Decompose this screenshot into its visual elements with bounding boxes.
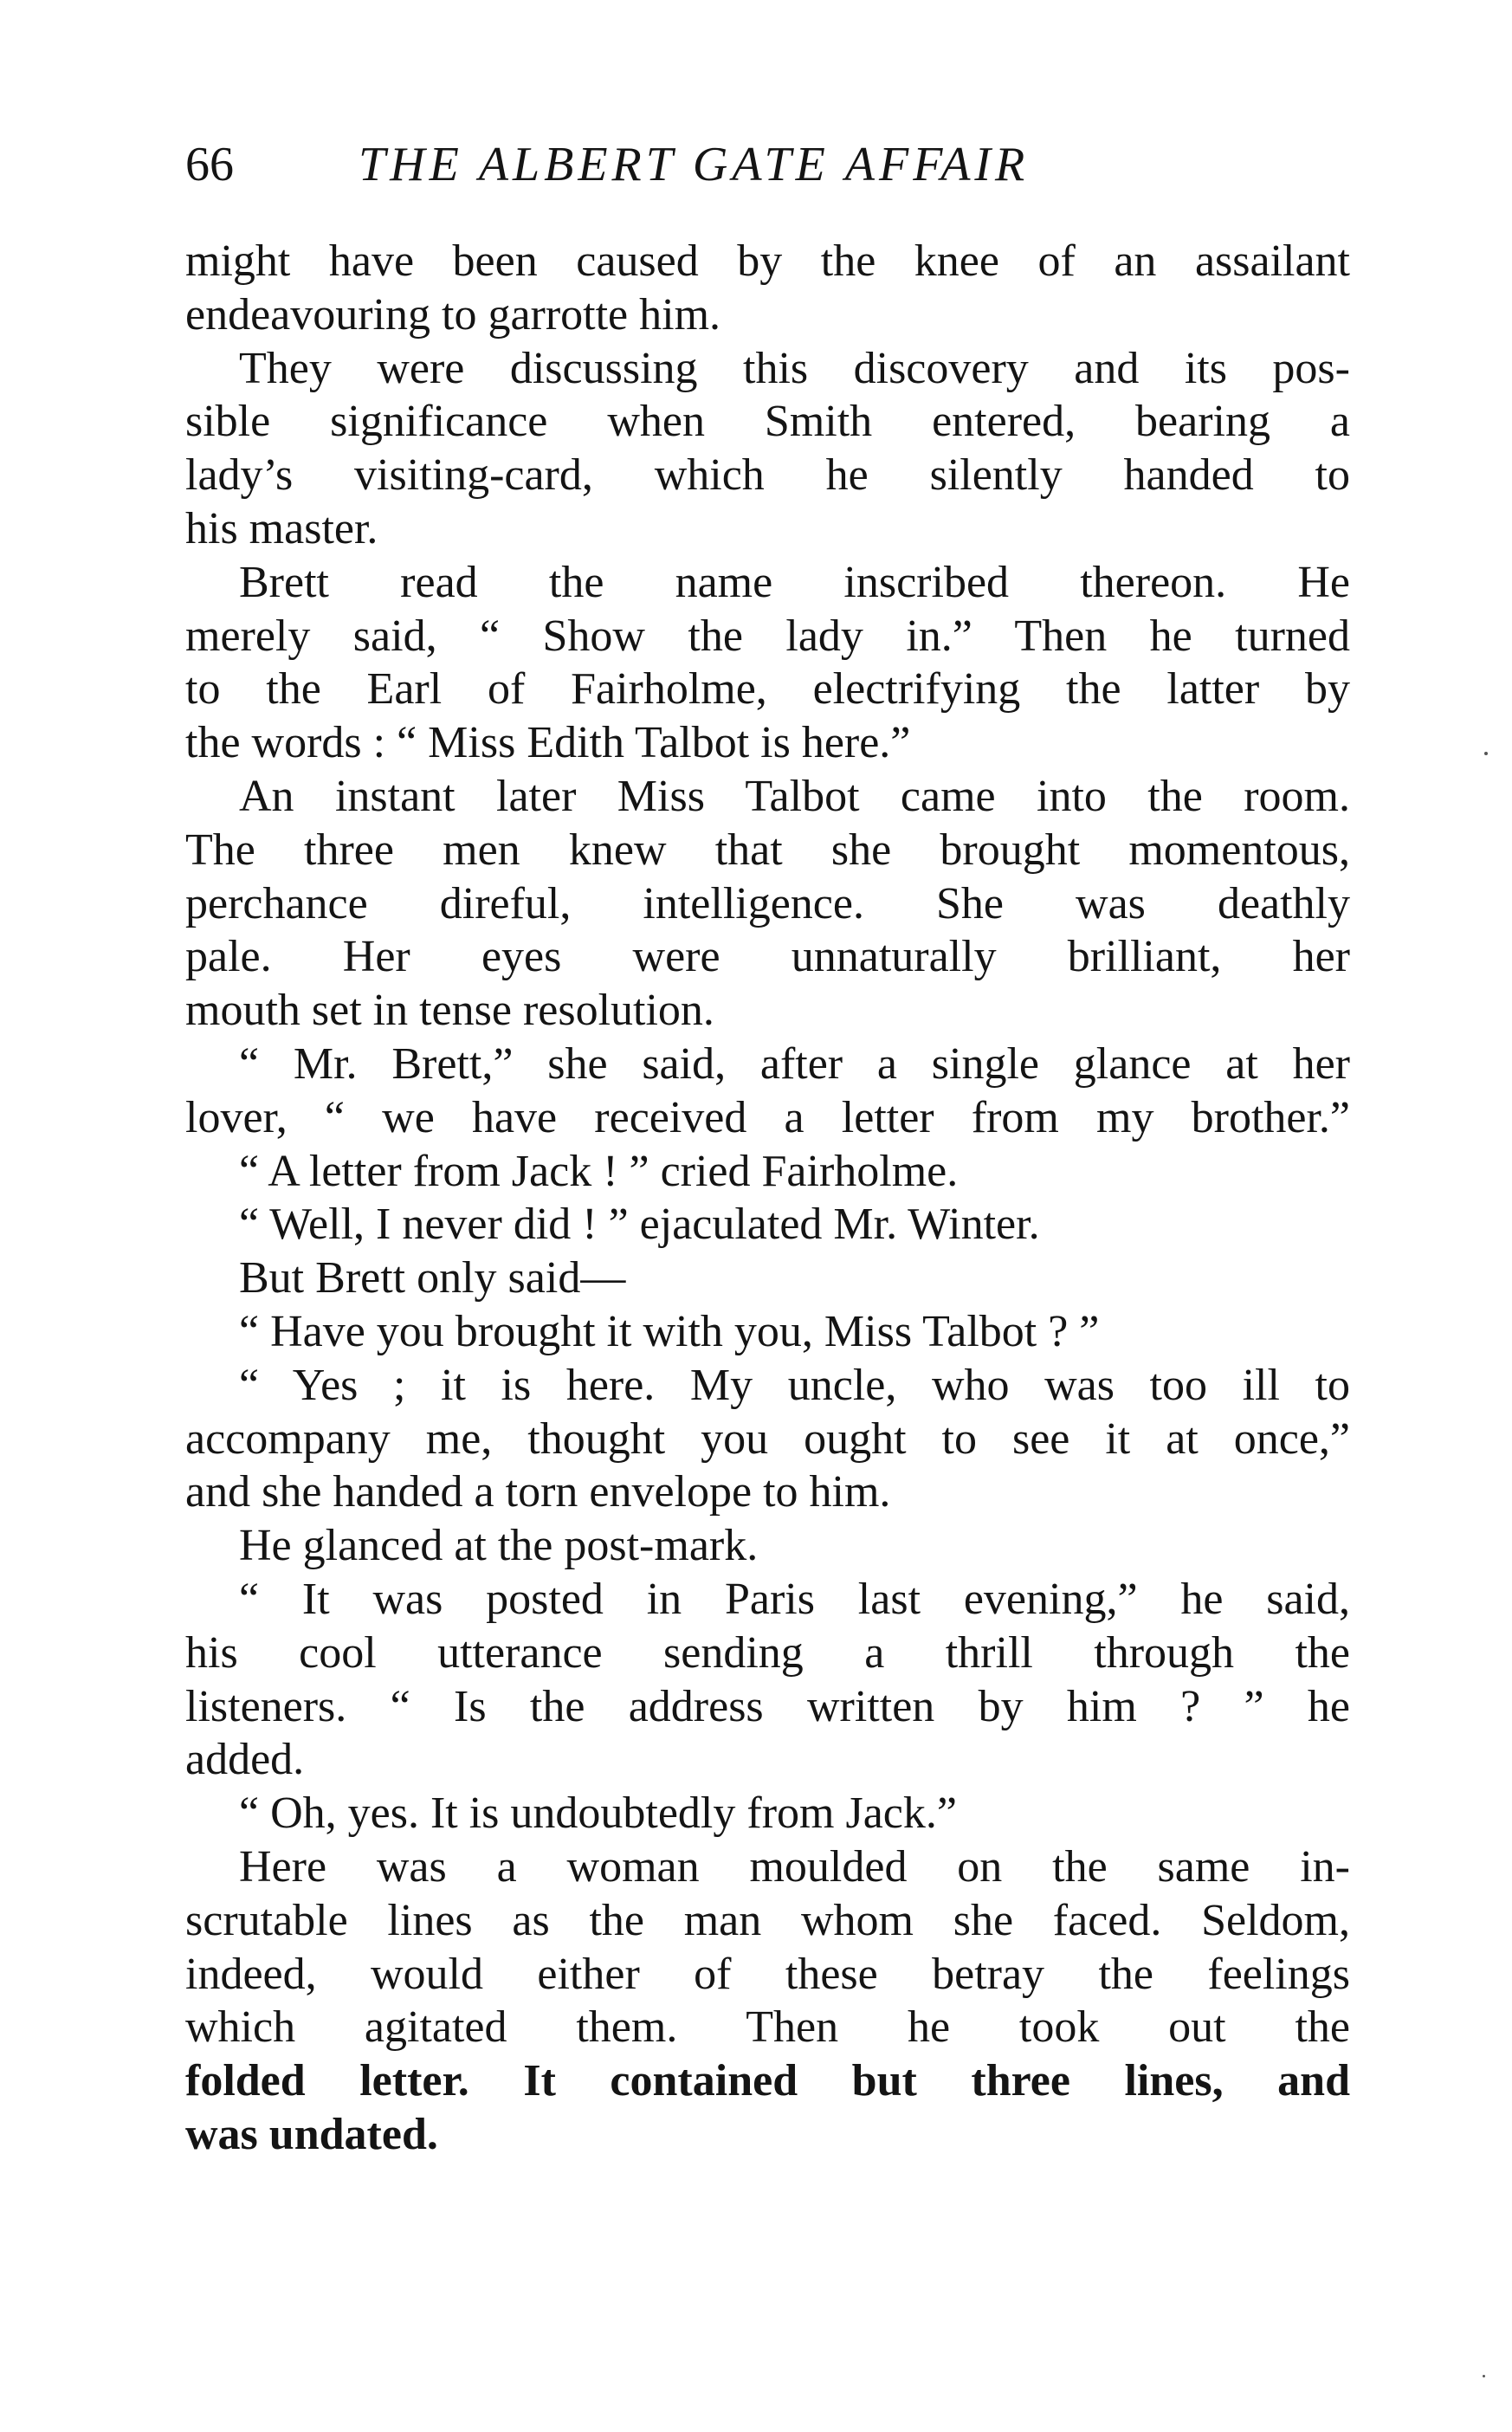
- text-line: and she handed a torn envelope to him.: [185, 1467, 891, 1517]
- text-line: The three men knew that she brought momentous,: [185, 825, 1350, 875]
- text-line: Brett read the name inscribed thereon. He: [239, 557, 1350, 607]
- text-line: “ Mr. Brett,” she said, after a single glance at her: [239, 1038, 1350, 1089]
- text-line: folded letter. It contained but three lines, and: [185, 2056, 1350, 2106]
- text-line: lover, “ we have received a letter from my brother.”: [185, 1092, 1350, 1142]
- running-head: [185, 130, 1346, 199]
- text-line: listeners. “ Is the address written by him ? ” he: [185, 1681, 1350, 1731]
- text-line: was undated.: [185, 2109, 438, 2159]
- text-line: his master.: [185, 503, 378, 553]
- text-line: mouth set in tense resolution.: [185, 986, 714, 1036]
- scan-speck: [1483, 2375, 1485, 2377]
- body-text: [185, 235, 1350, 2162]
- text-line: An instant later Miss Talbot came into the room.: [239, 771, 1350, 821]
- text-line: scrutable lines as the man whom she faced. Seldom,: [185, 1895, 1350, 1945]
- text-line: “ Well, I never did ! ” ejaculated Mr. Winter.: [239, 1200, 1040, 1250]
- text-line: endeavouring to garrotte him.: [185, 289, 721, 340]
- scan-speck: [1484, 752, 1488, 755]
- text-line: “ Yes ; it is here. My uncle, who was too ill to: [239, 1360, 1350, 1410]
- text-line: sible significance when Smith entered, bearing a: [185, 397, 1350, 447]
- text-line: added.: [185, 1735, 305, 1785]
- text-line: might have been caused by the knee of an assailant: [185, 236, 1350, 286]
- text-line: the words : “ Miss Edith Talbot is here.”: [185, 718, 911, 768]
- text-line: accompany me, thought you ought to see it at once,”: [185, 1413, 1350, 1464]
- text-line: perchance direful, intelligence. She was deathly: [185, 878, 1350, 928]
- text-line: “ Have you brought it with you, Miss Talbot ? ”: [239, 1306, 1100, 1356]
- text-line: “ A letter from Jack ! ” cried Fairholme.: [239, 1146, 959, 1196]
- text-line: lady’s visiting-card, which he silently handed to: [185, 450, 1350, 501]
- book-title: THE ALBERT GATE AFFAIR: [359, 138, 1030, 191]
- text-line: “ It was posted in Paris last evening,” he said,: [239, 1574, 1350, 1624]
- text-line: merely said, “ Show the lady in.” Then he turned: [185, 611, 1350, 661]
- text-line: They were discussing this discovery and its pos-: [239, 343, 1350, 393]
- text-line: which agitated them. Then he took out the: [185, 2002, 1350, 2053]
- text-line: pale. Her eyes were unnaturally brilliant, her: [185, 932, 1350, 982]
- text-line: Here was a woman moulded on the same in-: [239, 1841, 1350, 1892]
- text-line: He glanced at the post-mark.: [239, 1521, 759, 1571]
- page-number: 66: [185, 138, 234, 191]
- text-line: to the Earl of Fairholme, electrifying the latter by: [185, 664, 1350, 715]
- text-line: his cool utterance sending a thrill through the: [185, 1627, 1350, 1678]
- text-line: indeed, would either of these betray the feelings: [185, 1949, 1350, 1999]
- text-line: But Brett only said—: [239, 1253, 626, 1303]
- text-line: “ Oh, yes. It is undoubtedly from Jack.”: [239, 1788, 957, 1839]
